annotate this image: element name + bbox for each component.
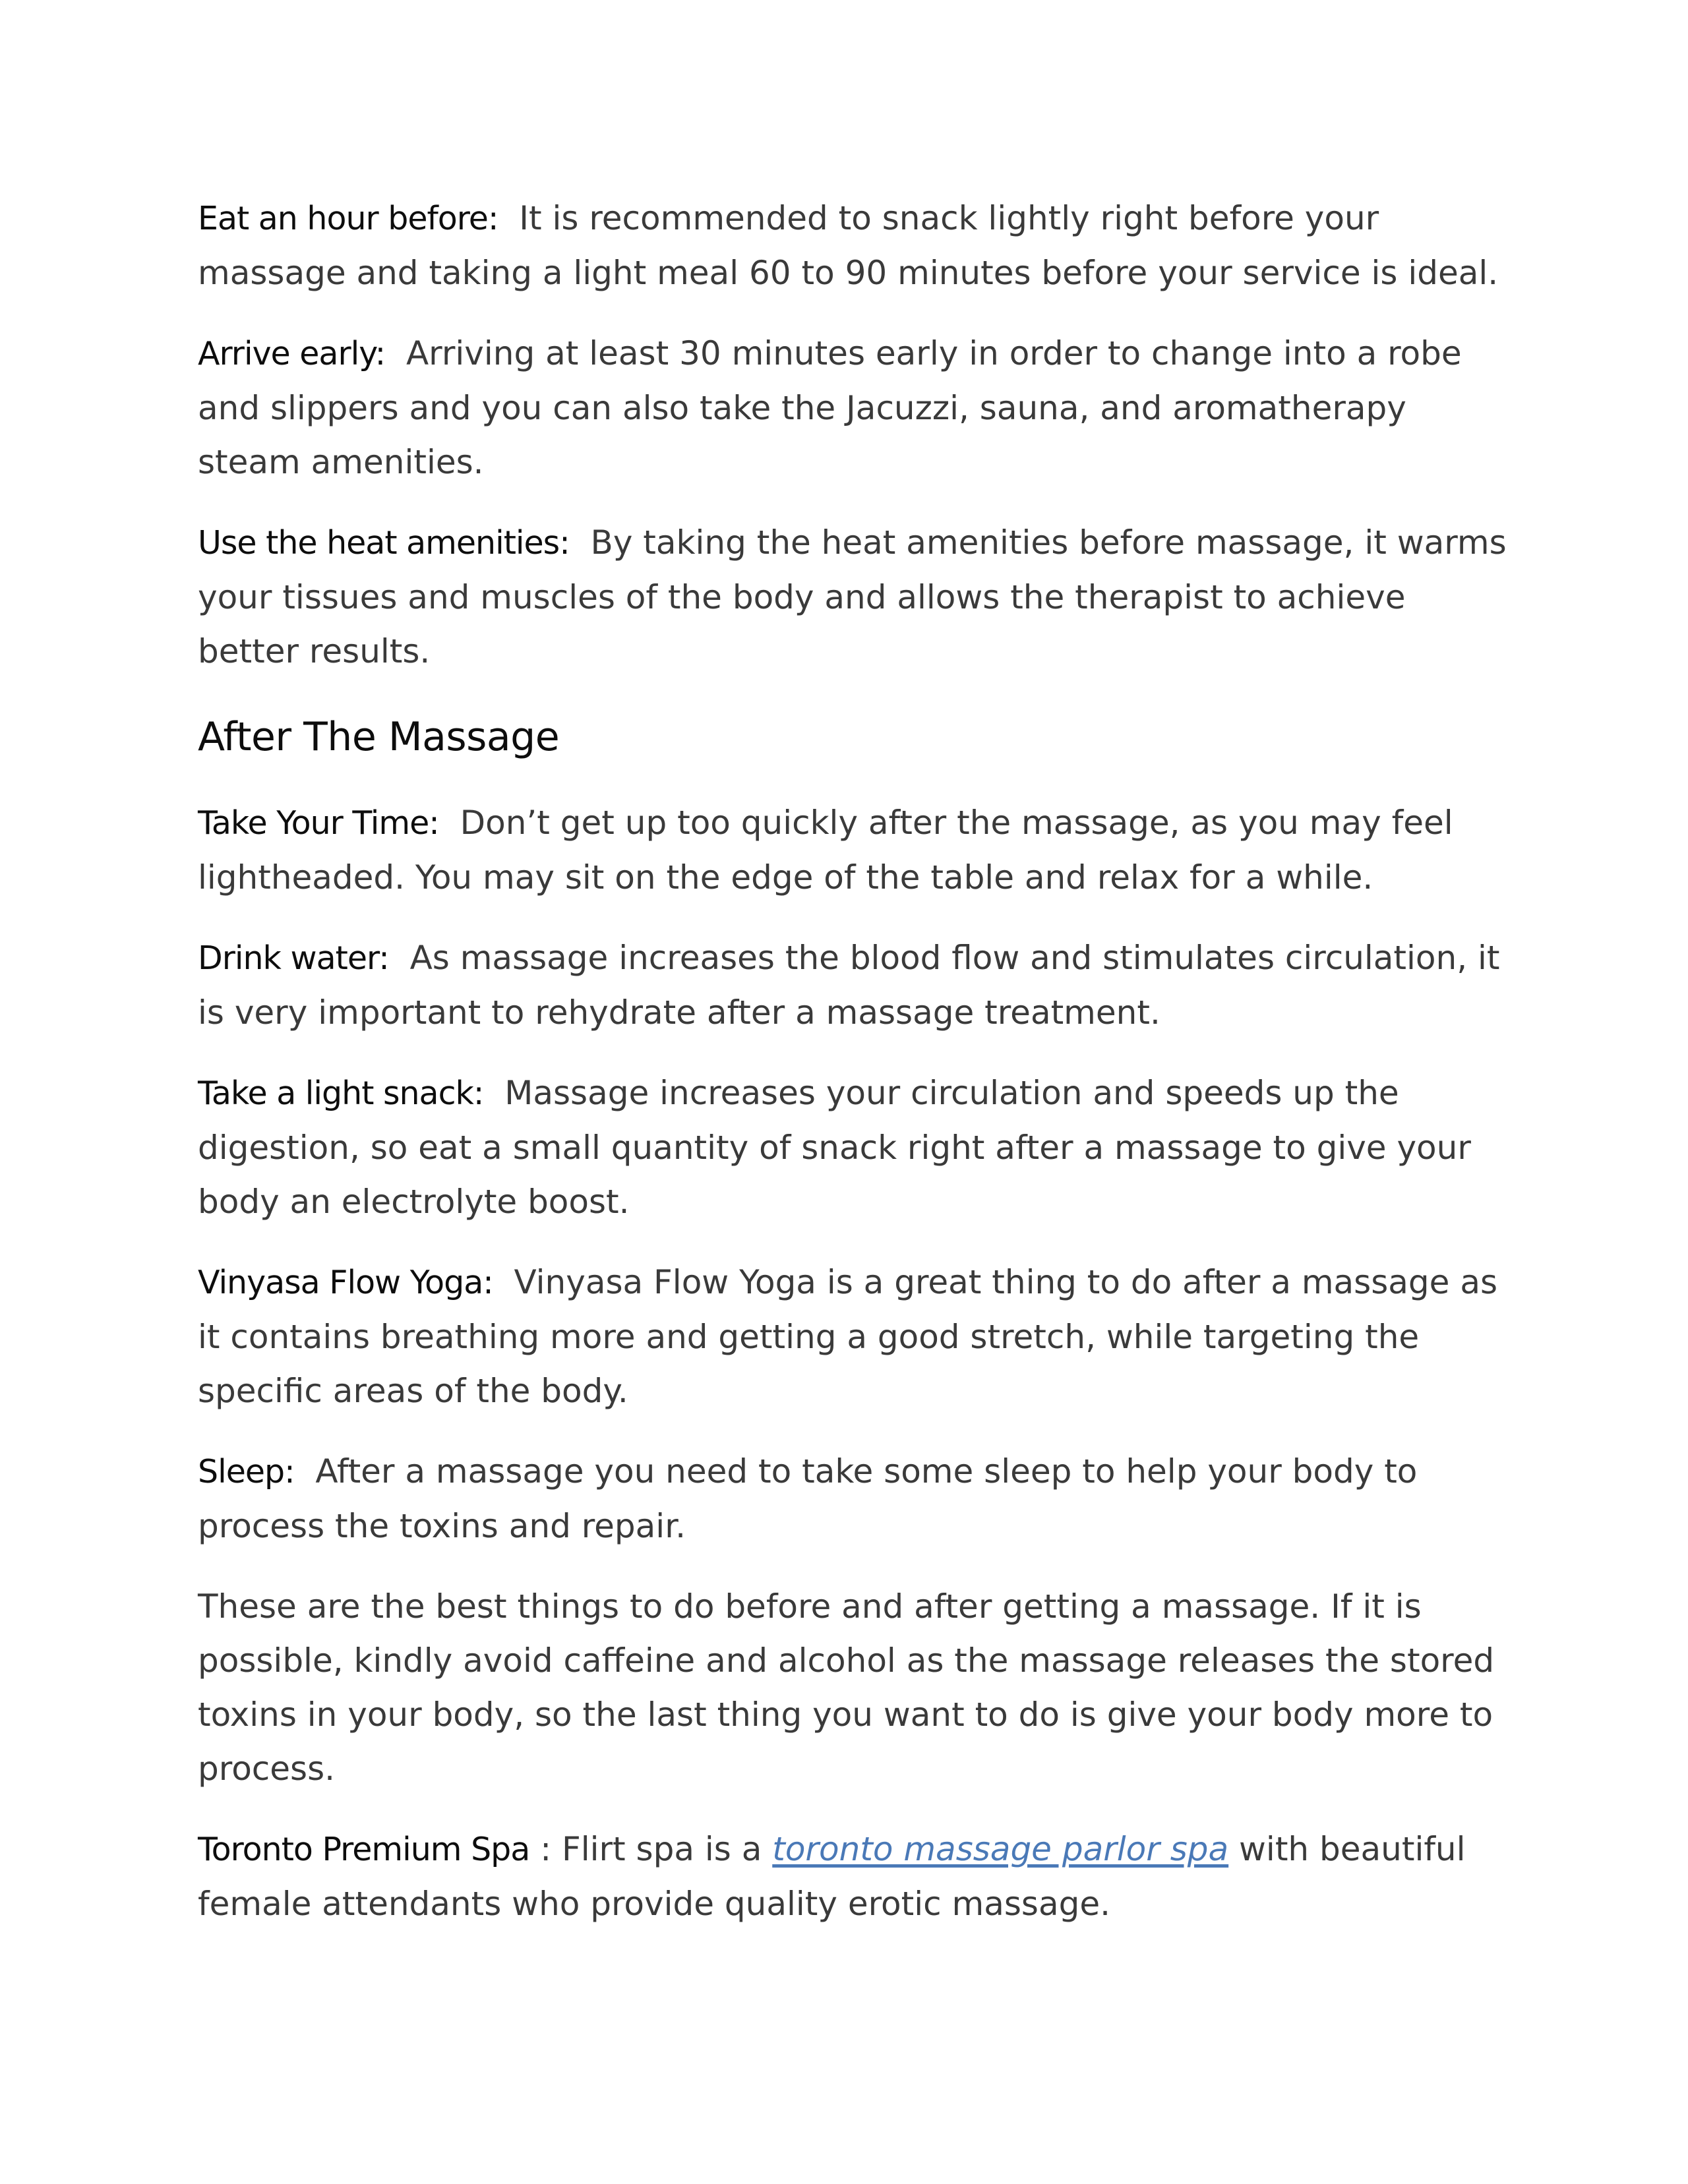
tip-label: Drink water: bbox=[198, 939, 389, 977]
tip-text: Don’t get up too quickly after the massage, as you may feel lightheaded. You may sit on the edge of the table and relax for a while. bbox=[198, 804, 1453, 897]
tip-label: Use the heat amenities: bbox=[198, 524, 570, 562]
tip-paragraph bbox=[198, 516, 1510, 678]
tip-paragraph bbox=[198, 326, 1510, 489]
tip-text: As massage increases the blood flow and stimulates circulation, it is very important to rehydrate after a massage treatment. bbox=[198, 939, 1500, 1032]
tip-label: Sleep: bbox=[198, 1453, 295, 1490]
tip-label: Arrive early: bbox=[198, 335, 386, 372]
tip-paragraph bbox=[198, 1255, 1510, 1418]
closing-label: Toronto Premium Spa bbox=[198, 1831, 530, 1868]
tip-paragraph bbox=[198, 931, 1510, 1040]
tip-label: Eat an hour before: bbox=[198, 200, 498, 237]
closing-paragraph bbox=[198, 1822, 1510, 1931]
spa-link[interactable]: toronto massage parlor spa bbox=[772, 1830, 1229, 1868]
tip-text: By taking the heat amenities before massage, it warms your tissues and muscles of the body and allows the therapist to achieve better results. bbox=[198, 523, 1507, 670]
tip-text: Massage increases your circulation and speeds up the digestion, so eat a small quantity of snack right after a massage to give your body an electrolyte boost. bbox=[198, 1074, 1471, 1221]
tip-label: Vinyasa Flow Yoga: bbox=[198, 1264, 493, 1301]
tip-paragraph bbox=[198, 1066, 1510, 1229]
tip-label: Take a light snack: bbox=[198, 1075, 484, 1112]
tip-paragraph bbox=[198, 796, 1510, 904]
tip-paragraph bbox=[198, 1444, 1510, 1553]
tip-label: Take Your Time: bbox=[198, 804, 439, 842]
closing-text-after: with beautiful female attendants who provide quality erotic massage. bbox=[198, 1830, 1466, 1923]
section-heading: After The Massage bbox=[198, 714, 560, 760]
tip-text: Arriving at least 30 minutes early in order to change into a robe and slippers and you can also take the Jacuzzi, sauna, and aromatherapy steam amenities. bbox=[198, 334, 1462, 481]
tip-text: After a massage you need to take some sleep to help your body to process the toxins and repair. bbox=[198, 1452, 1418, 1545]
tip-paragraph bbox=[198, 191, 1510, 300]
summary-paragraph: These are the best things to do before and after getting a massage. If it is possible, kindly avoid caffeine and alcohol as the massage releases the stored toxins in your body, so the last thing you want to do is give your body more to process. bbox=[198, 1587, 1495, 1788]
tip-text: It is recommended to snack lightly right before your massage and taking a light meal 60 to 90 minutes before your service is ideal. bbox=[198, 199, 1499, 292]
document-page bbox=[198, 191, 1510, 1957]
tip-text: Vinyasa Flow Yoga is a great thing to do after a massage as it contains breathing more and getting a good stretch, while targeting the specific areas of the body. bbox=[198, 1263, 1498, 1410]
closing-text-before: : Flirt spa is a bbox=[529, 1830, 773, 1868]
